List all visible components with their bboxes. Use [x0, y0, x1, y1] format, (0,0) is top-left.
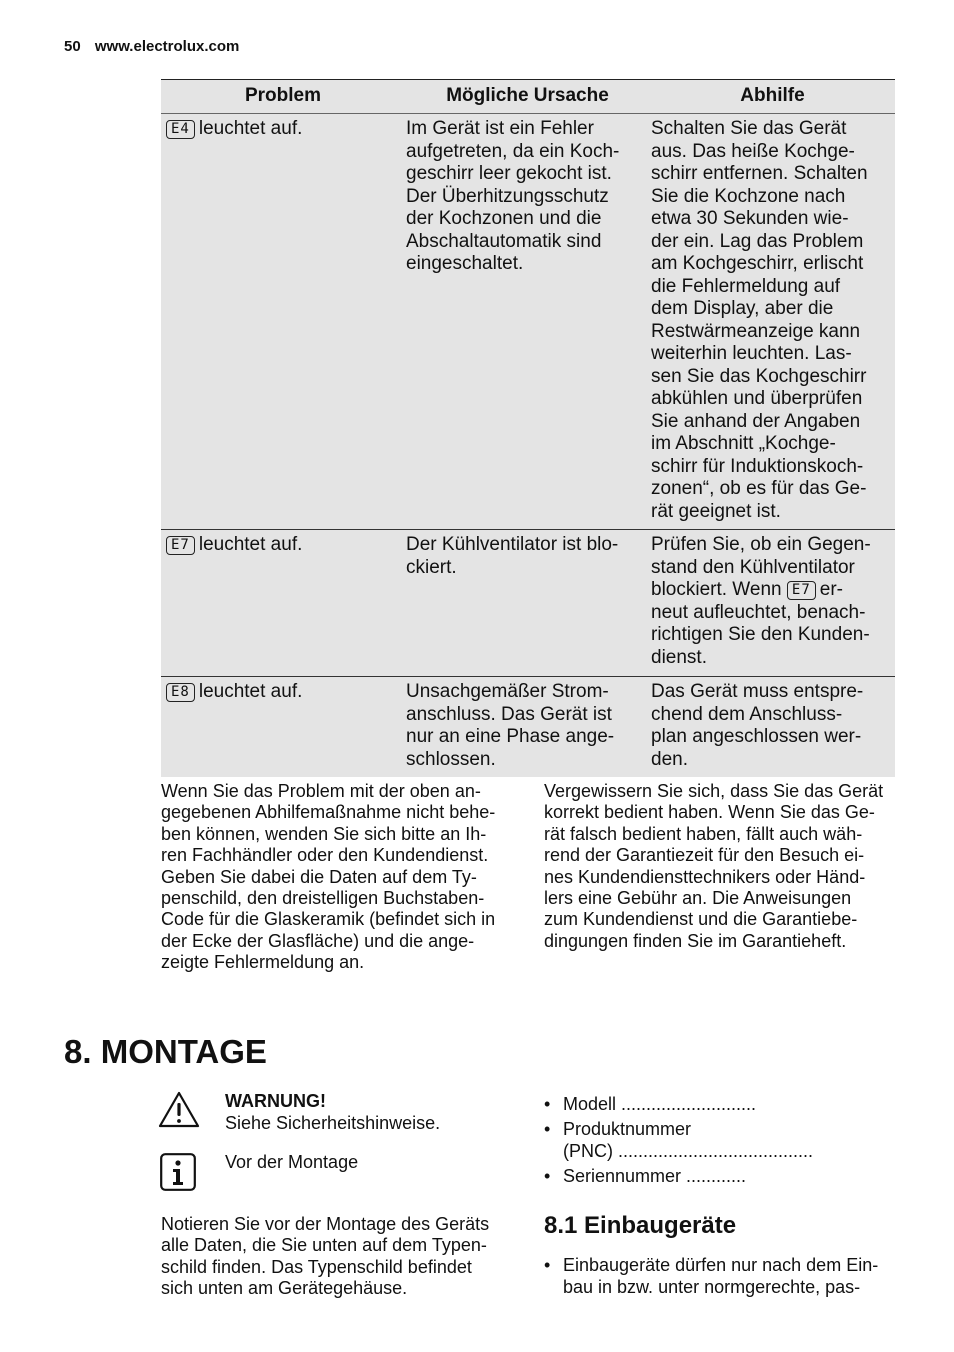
rating-plate-fields	[544, 1093, 813, 1190]
troubleshooting-table	[161, 79, 895, 777]
remedy-line: schirr entfernen. Schalten	[651, 163, 868, 184]
remedy-cell	[650, 114, 895, 530]
list-item	[544, 1165, 813, 1187]
display-code-e7: E7	[166, 536, 195, 555]
field-pnc: (PNC) .......................................	[563, 1141, 814, 1161]
remedy-line: am Kochgeschirr, erlischt	[651, 253, 864, 274]
page-number: 50	[64, 38, 81, 55]
field-product-number: • Produktnummer	[563, 1119, 692, 1139]
text-line: Notieren Sie vor der Montage des Geräts	[161, 1214, 490, 1234]
problem-cell	[161, 530, 405, 677]
text-line: dingungen finden Sie im Garantieheft.	[544, 930, 847, 951]
remedy-line: die Fehlermeldung auf	[651, 275, 841, 297]
warning-text-block	[225, 1090, 440, 1134]
remedy-line: dienst.	[651, 646, 707, 668]
list-item	[544, 1093, 813, 1115]
remedy-line: Das Gerät muss entspre-	[651, 681, 864, 702]
table-row	[161, 114, 895, 530]
problem-cell	[161, 677, 405, 778]
text-line: schild finden. Das Typenschild befindet	[161, 1256, 472, 1277]
problem-text: leuchtet auf.	[198, 118, 303, 139]
warning-text: Siehe Sicherheitshinweise.	[225, 1113, 441, 1133]
cause-line: ckiert.	[406, 556, 457, 578]
rating-plate-note	[161, 1214, 489, 1300]
remedy-text: blockiert. Wenn	[651, 579, 782, 600]
info-icon	[160, 1153, 196, 1191]
remedy-line: schirr für Induktionskoch-	[651, 455, 864, 477]
text-line: zeigte Fehlermeldung an.	[161, 952, 365, 973]
field-serial-number: • Seriennummer ............	[563, 1166, 747, 1186]
remedy-line: rät geeignet ist.	[651, 500, 781, 522]
remedy-cell	[650, 677, 895, 778]
text-line: Wenn Sie das Problem mit der oben an-	[161, 781, 481, 801]
remedy-line: stand den Kühlventilator	[651, 556, 855, 578]
cause-cell	[405, 114, 650, 530]
list-item	[544, 1118, 813, 1162]
text-line: ren Fachhändler oder den Kundendienst.	[161, 845, 489, 866]
warning-triangle-icon	[157, 1090, 201, 1130]
text-line: bau in bzw. unter normgerechte, pas-	[563, 1277, 861, 1297]
cause-line: nur an eine Phase ange-	[406, 726, 615, 747]
text-line: alle Daten, die Sie unten auf dem Typen-	[161, 1235, 487, 1256]
text-line: • Einbaugeräte dürfen nur nach dem Ein-	[563, 1255, 879, 1275]
text-line: nes Kundendiensttechnikers oder Händ-	[544, 866, 866, 887]
column-header-remedy: Abhilfe	[650, 80, 895, 114]
remedy-line: zonen“, ob es für das Ge-	[651, 478, 867, 499]
website-link[interactable]: www.electrolux.com	[94, 38, 240, 55]
text-line: sich unten am Gerätegehäuse.	[161, 1278, 408, 1299]
column-header-problem: Problem	[161, 80, 405, 114]
list-item	[544, 1254, 878, 1298]
remedy-line: plan angeschlossen wer-	[651, 726, 862, 747]
problem-text: leuchtet auf.	[198, 681, 303, 702]
remedy-line: der ein. Lag das Problem	[651, 230, 864, 252]
subsection-title-text: Einbaugeräte	[584, 1212, 737, 1239]
text-line: der Ecke der Glasfläche) und die ange-	[161, 930, 475, 951]
cause-line: der Kochzonen und die	[406, 208, 602, 229]
cause-line: geschirr leer gekocht ist.	[406, 163, 612, 184]
cause-cell	[405, 677, 650, 778]
remedy-line: dem Display, aber die	[651, 298, 834, 319]
text-line: Code für die Glaskeramik (befindet sich in	[161, 909, 496, 930]
remedy-cell	[650, 530, 895, 677]
table-header-row	[161, 80, 895, 114]
text-line: rend der Garantiezeit für den Besuch ei-	[544, 845, 865, 866]
subsection-title	[544, 1210, 736, 1242]
text-line: penschild, den dreistelligen Buchstaben-	[161, 888, 485, 909]
page-header	[64, 38, 239, 55]
section-number: 8.	[64, 1033, 92, 1070]
remedy-line: im Abschnitt „Kochge-	[651, 433, 836, 454]
text-line: Geben Sie dabei die Daten auf dem Ty-	[161, 866, 477, 887]
text-line: rät falsch bedient haben, fällt auch wäh-	[544, 823, 863, 844]
remedy-line: sen Sie das Kochgeschirr	[651, 365, 867, 387]
problem-cell	[161, 114, 405, 530]
section-title	[64, 1030, 267, 1074]
field-model: • Modell ...........................	[563, 1094, 757, 1114]
remedy-line: Sie anhand der Angaben	[651, 410, 861, 432]
remedy-line: neut aufleuchtet, benach-	[651, 601, 866, 623]
text-line: zum Kundendienst und die Garantiebe-	[544, 909, 858, 930]
cause-line: Der Kühlventilator ist blo-	[406, 534, 619, 555]
remedy-line-with-code	[651, 579, 889, 602]
remedy-line: Restwärmeanzeige kann	[651, 320, 861, 342]
subsection-number: 8.1	[544, 1212, 578, 1239]
service-contact-paragraph	[161, 781, 495, 974]
cause-line: Der Überhitzungsschutz	[406, 185, 609, 207]
built-in-appliances-list	[544, 1254, 878, 1301]
cause-cell	[405, 530, 650, 677]
text-line: lers eine Gebühr an. Die Anweisungen	[544, 888, 852, 909]
problem-text: leuchtet auf.	[198, 534, 303, 555]
cause-line: aufgetreten, da ein Koch-	[406, 140, 620, 162]
section-title-text: MONTAGE	[100, 1033, 267, 1070]
display-code-e8: E8	[166, 683, 195, 702]
cause-line: Unsachgemäßer Strom-	[406, 681, 609, 702]
info-text: Vor der Montage	[225, 1152, 359, 1172]
remedy-line: Sie die Kochzone nach	[651, 185, 846, 207]
display-code-e7: E7	[787, 581, 816, 600]
warning-title: WARNUNG!	[225, 1091, 326, 1111]
remedy-line: Schalten Sie das Gerät	[651, 118, 847, 139]
text-line: korrekt bedient haben. Wenn Sie das Ge-	[544, 802, 875, 823]
column-header-cause: Mögliche Ursache	[405, 80, 650, 114]
remedy-line: etwa 30 Sekunden wie-	[651, 208, 849, 229]
warranty-fee-paragraph	[544, 781, 883, 952]
cause-line: Im Gerät ist ein Fehler	[406, 118, 594, 139]
remedy-text: er-	[819, 579, 843, 600]
remedy-line: Prüfen Sie, ob ein Gegen-	[651, 534, 871, 555]
remedy-line: chend dem Anschluss-	[651, 703, 843, 725]
remedy-line: weiterhin leuchten. Las-	[651, 343, 852, 364]
cause-line: eingeschaltet.	[406, 253, 524, 274]
text-line: gegebenen Abhilfemaßnahme nicht behe-	[161, 802, 496, 823]
remedy-line: den.	[651, 748, 688, 770]
remedy-line: richtigen Sie den Kunden-	[651, 624, 870, 645]
cause-line: anschluss. Das Gerät ist	[406, 703, 612, 725]
remedy-line: aus. Das heiße Kochge-	[651, 140, 855, 162]
table-row	[161, 677, 895, 778]
text-line: Vergewissern Sie sich, dass Sie das Gerät	[544, 781, 884, 801]
text-line: ben können, wenden Sie sich bitte an Ih-	[161, 823, 487, 844]
cause-line: Abschaltautomatik sind	[406, 230, 602, 252]
cause-line: schlossen.	[406, 748, 496, 770]
remedy-line: abkühlen und überprüfen	[651, 388, 863, 409]
table-row	[161, 530, 895, 677]
display-code-e4: E4	[166, 120, 195, 139]
